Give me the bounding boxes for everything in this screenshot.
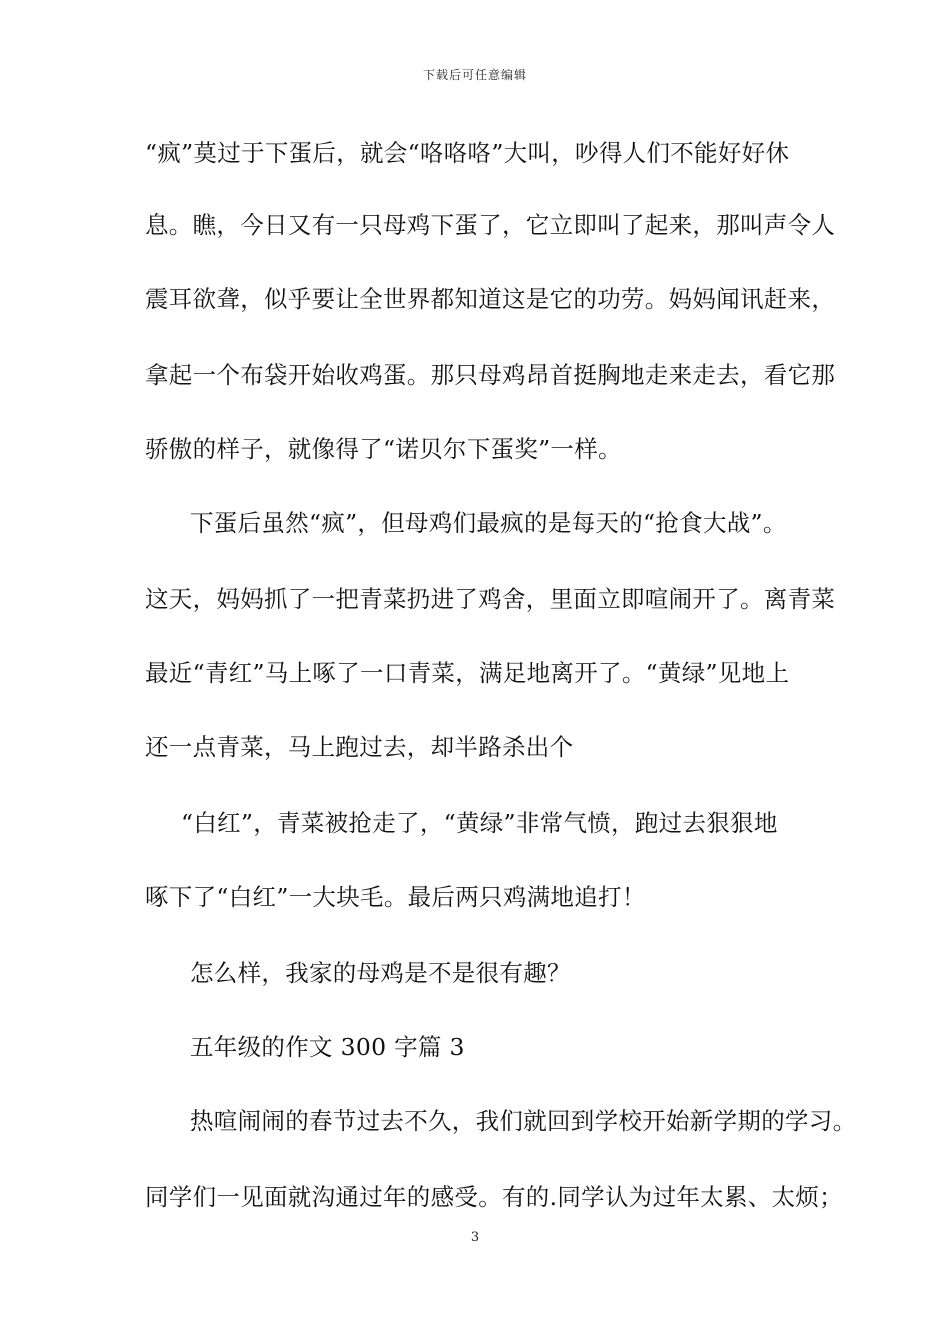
text-line: 骄傲的样子，就像得了“诺贝尔下蛋奖”一样。: [145, 435, 622, 463]
text-line: “疯”莫过于下蛋后，就会“咯咯咯”大叫，吵得人们不能好好休: [145, 139, 790, 167]
text-line: 同学们一见面就沟通过年的感受。有的.同学认为过年太累、太烦；: [145, 1183, 843, 1211]
text-line: 啄下了“白红”一大块毛。最后两只鸡满地追打！: [145, 883, 646, 911]
header-note: 下载后可任意编辑: [422, 68, 527, 82]
page-number: 3: [470, 1230, 480, 1245]
paragraph-start-line: 热喧闹闹的春节过去不久，我们就回到学校开始新学期的学习。: [190, 1107, 857, 1135]
text-line: 还一点青菜，马上跑过去，却半路杀出个: [145, 733, 574, 761]
paragraph-start-line: 下蛋后虽然“疯”，但母鸡们最疯的是每天的“抢食大战”。: [190, 509, 787, 537]
section-heading: 五年级的作文 300 字篇 3: [190, 1033, 465, 1061]
paragraph-start-line: “白红”，青菜被抢走了，“黄绿”非常气愤，跑过去狠狠地: [181, 809, 778, 837]
text-line: 这天，妈妈抓了一把青菜扔进了鸡舍，里面立即喧闹开了。离青菜: [145, 585, 836, 613]
text-line: 拿起一个布袋开始收鸡蛋。那只母鸡昂首挺胸地走来走去，看它那: [145, 361, 836, 389]
text-line: 最近“青红”马上啄了一口青菜，满足地离开了。“黄绿”见地上: [145, 659, 790, 687]
text-line: 震耳欲聋，似乎要让全世界都知道这是它的功劳。妈妈闻讯赶来，: [145, 285, 836, 313]
paragraph-start-line: 怎么样，我家的母鸡是不是很有趣？: [190, 959, 571, 987]
text-line: 息。瞧，今日又有一只母鸡下蛋了，它立即叫了起来，那叫声令人: [145, 211, 836, 239]
